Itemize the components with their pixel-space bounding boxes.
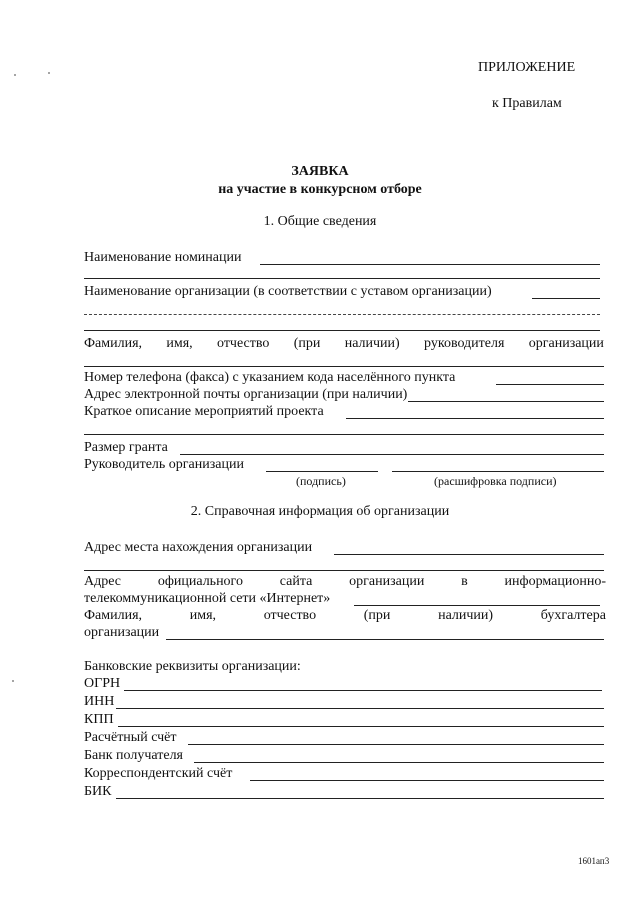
section1-heading: 1. Общие сведения — [263, 214, 377, 229]
form-title: ЗАЯВКА — [291, 164, 349, 179]
inn-label: ИНН — [84, 694, 115, 709]
head-name-word: руководителя — [424, 336, 505, 351]
site-word: официального — [157, 574, 243, 589]
accountant-word: отчество — [263, 608, 317, 623]
accountant-word: наличии) — [438, 608, 494, 623]
bank-details-heading: Банковские реквизиты организации: — [84, 659, 301, 674]
accountant-row — [84, 608, 606, 624]
inn-input-line[interactable] — [116, 708, 604, 709]
site-word: информационно- — [504, 574, 606, 589]
accountant-word: Фамилия, — [84, 608, 143, 623]
decoding-caption: (расшифровка подписи) — [434, 474, 557, 488]
accountant-label-line2: организации — [84, 625, 160, 640]
site-word: организации — [349, 574, 425, 589]
account-label: Расчётный счёт — [84, 730, 177, 745]
grant-size-label: Размер гранта — [84, 440, 168, 455]
location-input-line-2[interactable] — [84, 570, 604, 571]
org-name-label: Наименование организации (в соответствии с уставом организации) — [84, 284, 492, 299]
head-name-word: имя, — [166, 336, 193, 351]
org-name-input-line[interactable] — [532, 298, 600, 299]
bik-label: БИК — [84, 784, 112, 799]
head-name-word: Фамилия, — [84, 336, 143, 351]
site-word: сайта — [279, 574, 313, 589]
scan-speck — [14, 74, 16, 76]
head-name-word: отчество — [217, 336, 270, 351]
document-code: 1601ап3 — [578, 856, 610, 866]
location-input-line[interactable] — [334, 554, 604, 555]
accountant-word: (при — [363, 608, 391, 623]
nomination-label: Наименование номинации — [84, 250, 242, 265]
org-name-input-line-2[interactable] — [84, 314, 600, 315]
decoding-input-line[interactable] — [392, 471, 604, 472]
head-name-row — [84, 336, 604, 352]
bank-input-line[interactable] — [194, 762, 604, 763]
bik-input-line[interactable] — [116, 798, 604, 799]
head-name-word: (при — [293, 336, 321, 351]
org-name-input-line-3[interactable] — [84, 330, 600, 331]
head-name-word: организации — [528, 336, 604, 351]
signature-caption: (подпись) — [296, 474, 346, 488]
location-label: Адрес места нахождения организации — [84, 540, 313, 555]
scan-speck — [48, 72, 50, 74]
nomination-input-line[interactable] — [260, 264, 600, 265]
accountant-word: бухгалтера — [540, 608, 606, 623]
nomination-input-line-2[interactable] — [84, 278, 600, 279]
to-rules-label: к Правилам — [492, 96, 562, 111]
grant-size-input-line[interactable] — [180, 454, 604, 455]
accountant-input-line[interactable] — [166, 639, 604, 640]
scan-speck — [12, 680, 14, 682]
bank-label: Банк получателя — [84, 748, 183, 763]
phone-input-line[interactable] — [496, 384, 604, 385]
head-signature-label: Руководитель организации — [84, 457, 244, 472]
form-subtitle: на участие в конкурсном отборе — [218, 182, 422, 197]
kpp-input-line[interactable] — [118, 726, 604, 727]
email-input-line[interactable] — [408, 401, 604, 402]
site-row — [84, 574, 606, 590]
email-label: Адрес электронной почты организации (при наличии) — [84, 387, 408, 402]
ogrn-input-line[interactable] — [124, 690, 602, 691]
site-label-line2: телекоммуникационной сети «Интернет» — [84, 591, 331, 606]
description-label: Краткое описание мероприятий проекта — [84, 404, 324, 419]
accountant-word: имя, — [189, 608, 217, 623]
site-input-line[interactable] — [354, 605, 600, 606]
phone-label: Номер телефона (факса) с указанием кода населённого пункта — [84, 370, 456, 385]
site-word: Адрес — [84, 574, 122, 589]
corr-account-label: Корреспондентский счёт — [84, 766, 233, 781]
head-name-word: наличии) — [344, 336, 400, 351]
corr-account-input-line[interactable] — [250, 780, 604, 781]
description-input-line-2[interactable] — [84, 434, 604, 435]
appendix-label: ПРИЛОЖЕНИЕ — [478, 60, 576, 75]
signature-input-line[interactable] — [266, 471, 378, 472]
account-input-line[interactable] — [188, 744, 604, 745]
description-input-line[interactable] — [346, 418, 604, 419]
head-name-input-line[interactable] — [84, 366, 604, 367]
ogrn-label: ОГРН — [84, 676, 121, 691]
site-word: в — [461, 574, 468, 589]
kpp-label: КПП — [84, 712, 114, 727]
section2-heading: 2. Справочная информация об организации — [190, 504, 450, 519]
